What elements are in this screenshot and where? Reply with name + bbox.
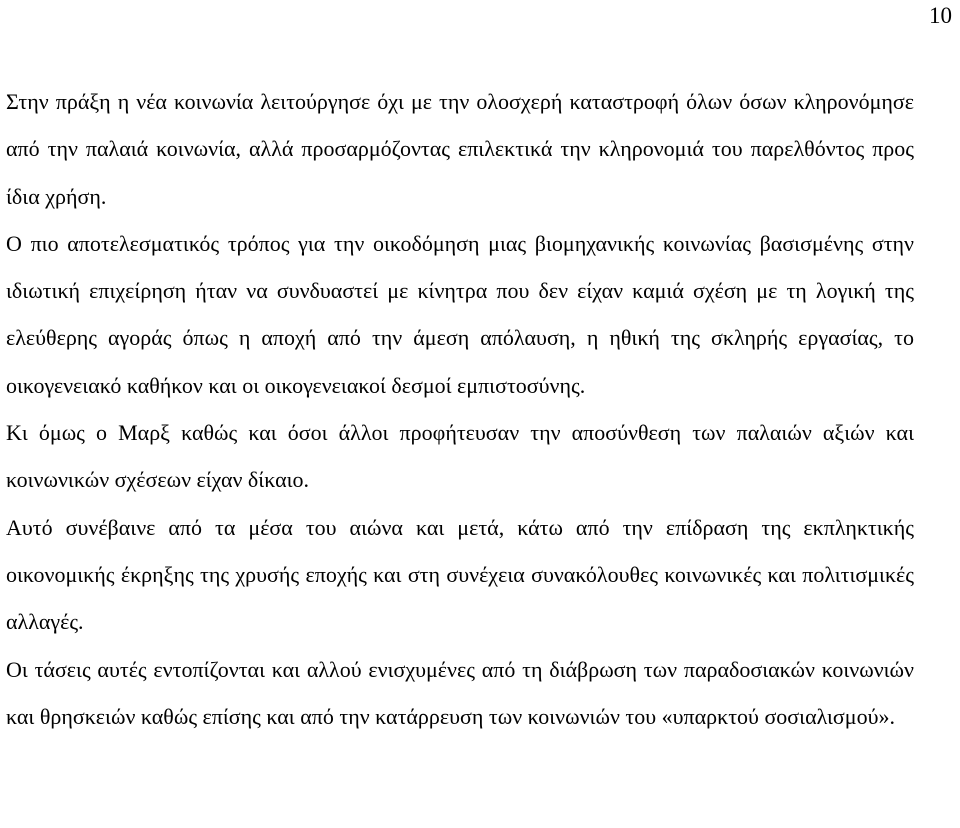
paragraph-4: Αυτό συνέβαινε από τα μέσα του αιώνα και μετά, κάτω από την επίδραση της εκπληκτικής οικονομικής έκρηξης της χρυσής εποχής και στη συνέχεια συνακόλουθες κοινωνικές και πολιτισμικές αλλαγές. (6, 514, 914, 635)
paragraph-2: Ο πιο αποτελεσματικός τρόπος για την οικοδόμηση μιας βιομηχανικής κοινωνίας βασισμένης στην ιδιωτική επιχείρηση ήταν να συνδυαστεί με κίνητρα που δεν είχαν καμιά σχέση με τη λογική της ελεύθερης αγοράς όπως η αποχή από την άμεση απόλαυση, η ηθική της σκληρής εργασίας, το οικογενειακό καθήκον και οι οικογενειακοί δεσμοί εμπιστοσύνης. (6, 230, 914, 398)
paragraph-3: Κι όμως ο Μαρξ καθώς και όσοι άλλοι προφήτευσαν την αποσύνθεση των παλαιών αξιών και κοινωνικών σχέσεων είχαν δίκαιο. (6, 420, 914, 493)
paragraph-1: Στην πράξη η νέα κοινωνία λειτούργησε όχι με την ολοσχερή καταστροφή όλων όσων κληρονόμησε από την παλαιά κοινωνία, αλλά προσαρμόζοντας επιλεκτικά την κληρονομιά του παρελθόντος προς ίδια χρήση. (6, 89, 914, 209)
body-text (6, 78, 914, 740)
paragraph-5: Οι τάσεις αυτές εντοπίζονται και αλλού ενισχυμένες από τη διάβρωση των παραδοσιακών κοινωνιών και θρησκειών καθώς επίσης και από την κατάρρευση των κοινωνιών του «υπαρκτού σοσιαλισμού». (6, 656, 914, 729)
page-number: 10 (929, 3, 952, 28)
